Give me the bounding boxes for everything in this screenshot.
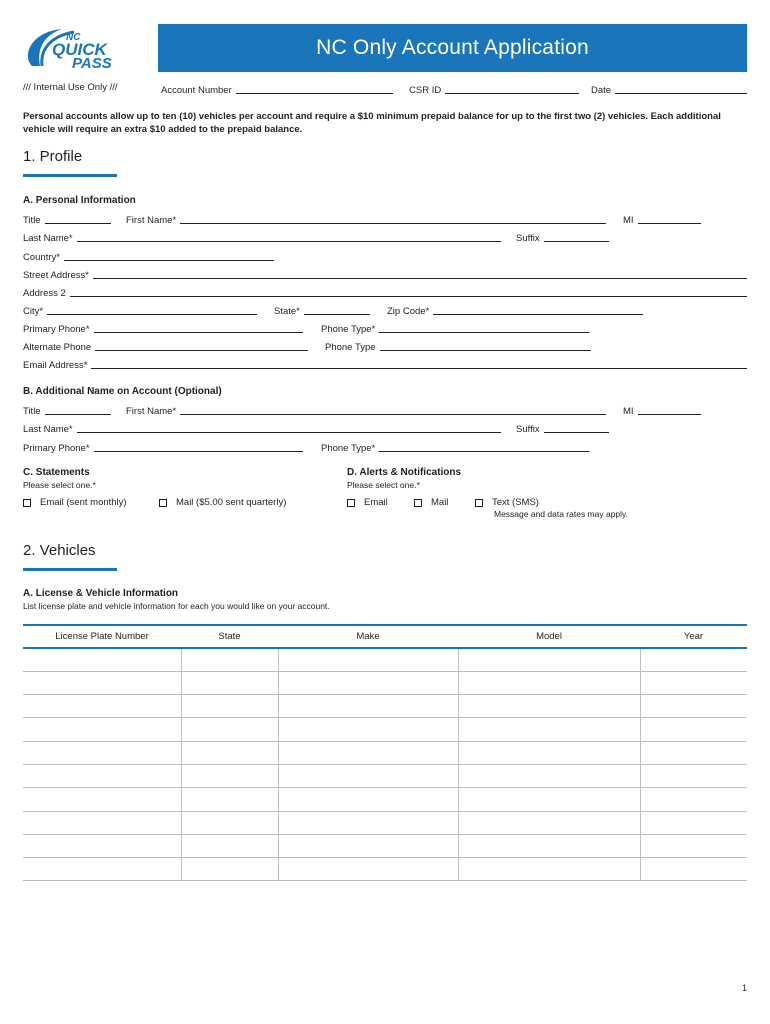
table-row xyxy=(23,718,747,741)
vehicle-cell[interactable] xyxy=(278,834,458,857)
suffix-field[interactable]: Suffix xyxy=(516,230,609,244)
additional-title-field[interactable]: Title xyxy=(23,403,111,417)
phone-type-field[interactable]: Phone Type* xyxy=(321,321,589,335)
internal-use-label: /// Internal Use Only /// xyxy=(23,82,118,93)
table-row xyxy=(23,764,747,787)
alternate-phone-row xyxy=(23,339,747,353)
vehicle-cell[interactable] xyxy=(640,695,747,718)
vehicle-cell[interactable] xyxy=(640,671,747,694)
date-field[interactable]: Date xyxy=(591,82,747,96)
email-address-field[interactable]: Email Address* xyxy=(23,357,747,371)
vehicle-cell[interactable] xyxy=(23,695,181,718)
vehicle-table xyxy=(23,624,747,881)
rates-note: Message and data rates may apply. xyxy=(494,509,629,519)
additional-lastname-row xyxy=(23,421,747,435)
vehicle-cell[interactable] xyxy=(458,695,640,718)
vehicle-cell[interactable] xyxy=(181,741,278,764)
additional-name-row xyxy=(23,403,747,417)
vehicle-info-note: List license plate and vehicle information for each you would like on your account. xyxy=(23,601,330,611)
country-row xyxy=(23,249,747,263)
vehicle-cell[interactable] xyxy=(278,671,458,694)
vehicle-cell[interactable] xyxy=(458,858,640,881)
vehicle-cell[interactable] xyxy=(181,648,278,671)
col-state: State xyxy=(181,625,278,648)
vehicle-cell[interactable] xyxy=(181,718,278,741)
vehicle-cell[interactable] xyxy=(640,764,747,787)
vehicle-cell[interactable] xyxy=(458,811,640,834)
last-name-field[interactable]: Last Name* xyxy=(23,230,501,244)
vehicle-cell[interactable] xyxy=(181,858,278,881)
statements-mail-checkbox[interactable] xyxy=(159,499,167,507)
state-field[interactable]: State* xyxy=(274,303,370,317)
vehicle-cell[interactable] xyxy=(278,788,458,811)
page-number: 1 xyxy=(741,983,747,993)
country-field[interactable]: Country* xyxy=(23,249,274,263)
vehicle-cell[interactable] xyxy=(458,764,640,787)
vehicle-cell[interactable] xyxy=(23,671,181,694)
page-title: NC Only Account Application xyxy=(316,36,589,59)
account-number-field[interactable]: Account Number xyxy=(161,82,393,96)
logo-quick: QUICK xyxy=(52,40,107,59)
address2-row xyxy=(23,285,747,299)
logo-pass: PASS xyxy=(72,55,112,70)
vehicle-cell[interactable] xyxy=(640,811,747,834)
table-row xyxy=(23,788,747,811)
vehicle-cell[interactable] xyxy=(181,788,278,811)
additional-phone-type-field[interactable]: Phone Type* xyxy=(321,440,589,454)
primary-phone-row xyxy=(23,321,747,335)
city-field[interactable]: City* xyxy=(23,303,257,317)
city-row xyxy=(23,303,747,317)
table-row xyxy=(23,671,747,694)
table-row xyxy=(23,858,747,881)
vehicle-cell[interactable] xyxy=(640,648,747,671)
vehicle-cell[interactable] xyxy=(278,741,458,764)
vehicle-cell[interactable] xyxy=(181,695,278,718)
additional-primary-phone-field[interactable]: Primary Phone* xyxy=(23,440,303,454)
profile-section-rule xyxy=(23,174,117,177)
alerts-text-option[interactable]: Text (SMS) xyxy=(475,497,539,508)
additional-suffix-field[interactable]: Suffix xyxy=(516,421,609,435)
street-row xyxy=(23,267,747,281)
vehicle-cell[interactable] xyxy=(458,718,640,741)
alerts-mail-checkbox[interactable] xyxy=(414,499,422,507)
vehicle-cell[interactable] xyxy=(278,695,458,718)
vehicles-section-title: 2. Vehicles xyxy=(23,542,96,559)
mi-field[interactable]: MI xyxy=(623,212,701,226)
vehicle-cell[interactable] xyxy=(181,764,278,787)
alerts-note: Please select one.* xyxy=(347,480,420,490)
table-row xyxy=(23,741,747,764)
alternate-phone-type-field[interactable]: Phone Type xyxy=(325,339,591,353)
personal-lastname-row xyxy=(23,230,747,244)
alerts-email-option[interactable]: Email xyxy=(347,497,388,508)
alerts-text-checkbox[interactable] xyxy=(475,499,483,507)
alerts-email-checkbox[interactable] xyxy=(347,499,355,507)
vehicle-cell[interactable] xyxy=(458,648,640,671)
vehicle-table-header xyxy=(23,625,747,648)
vehicle-cell[interactable] xyxy=(181,671,278,694)
page-title-banner xyxy=(158,24,747,72)
alternate-phone-field[interactable]: Alternate Phone xyxy=(23,339,308,353)
vehicle-cell[interactable] xyxy=(23,788,181,811)
vehicle-info-heading: A. License & Vehicle Information xyxy=(23,588,179,599)
statements-mail-option[interactable]: Mail ($5.00 sent quarterly) xyxy=(159,497,286,508)
vehicle-cell[interactable] xyxy=(278,718,458,741)
vehicle-cell[interactable] xyxy=(278,648,458,671)
vehicle-cell[interactable] xyxy=(278,764,458,787)
vehicle-cell[interactable] xyxy=(23,764,181,787)
vehicle-cell[interactable] xyxy=(181,834,278,857)
additional-phone-row xyxy=(23,440,747,454)
vehicle-cell[interactable] xyxy=(458,671,640,694)
nc-quick-pass-logo xyxy=(22,26,142,70)
title-field[interactable]: Title xyxy=(23,212,111,226)
vehicle-cell[interactable] xyxy=(458,788,640,811)
col-year: Year xyxy=(640,625,747,648)
table-row xyxy=(23,695,747,718)
col-model: Model xyxy=(458,625,640,648)
additional-last-name-field[interactable]: Last Name* xyxy=(23,421,501,435)
first-name-field[interactable]: First Name* xyxy=(126,212,606,226)
primary-phone-field[interactable]: Primary Phone* xyxy=(23,321,303,335)
alerts-heading: D. Alerts & Notifications xyxy=(347,467,462,478)
col-make: Make xyxy=(278,625,458,648)
csr-id-field[interactable]: CSR ID xyxy=(409,82,579,96)
vehicle-cell[interactable] xyxy=(23,718,181,741)
vehicle-cell[interactable] xyxy=(23,834,181,857)
additional-name-heading: B. Additional Name on Account (Optional) xyxy=(23,386,222,397)
table-row xyxy=(23,811,747,834)
table-row xyxy=(23,834,747,857)
vehicle-cell[interactable] xyxy=(278,858,458,881)
table-row xyxy=(23,648,747,671)
vehicle-cell[interactable] xyxy=(640,788,747,811)
vehicle-cell[interactable] xyxy=(640,718,747,741)
intro-paragraph: Personal accounts allow up to ten (10) vehicles per account and require a $10 minimum prepaid balance for up to the first two (2) vehicles. Each additional vehicle will require an extra $10 added to the prepaid balance. xyxy=(23,111,721,135)
vehicle-cell[interactable] xyxy=(23,648,181,671)
vehicles-section-rule xyxy=(23,568,117,571)
vehicle-cell[interactable] xyxy=(458,834,640,857)
additional-mi-field[interactable]: MI xyxy=(623,403,701,417)
vehicle-cell[interactable] xyxy=(278,811,458,834)
zip-code-field[interactable]: Zip Code* xyxy=(387,303,643,317)
vehicle-cell[interactable] xyxy=(640,834,747,857)
alerts-mail-option[interactable]: Mail xyxy=(414,497,448,508)
col-license-plate: License Plate Number xyxy=(23,625,181,648)
vehicle-cell[interactable] xyxy=(23,858,181,881)
logo-nc: NC xyxy=(66,32,81,43)
vehicle-cell[interactable] xyxy=(181,811,278,834)
statements-heading: C. Statements xyxy=(23,467,90,478)
address2-field[interactable]: Address 2 xyxy=(23,285,747,299)
statements-email-option[interactable]: Email (sent monthly) xyxy=(23,497,127,508)
profile-section-title: 1. Profile xyxy=(23,148,83,165)
personal-info-heading: A. Personal Information xyxy=(23,195,136,206)
statements-email-checkbox[interactable] xyxy=(23,499,31,507)
vehicle-cell[interactable] xyxy=(640,741,747,764)
internal-use-row xyxy=(23,82,747,96)
email-row xyxy=(23,357,747,371)
vehicle-cell[interactable] xyxy=(23,811,181,834)
statements-note: Please select one.* xyxy=(23,480,96,490)
street-address-field[interactable]: Street Address* xyxy=(23,267,747,281)
vehicle-cell[interactable] xyxy=(23,741,181,764)
vehicle-cell[interactable] xyxy=(640,858,747,881)
additional-first-name-field[interactable]: First Name* xyxy=(126,403,606,417)
personal-name-row xyxy=(23,212,747,226)
vehicle-cell[interactable] xyxy=(458,741,640,764)
